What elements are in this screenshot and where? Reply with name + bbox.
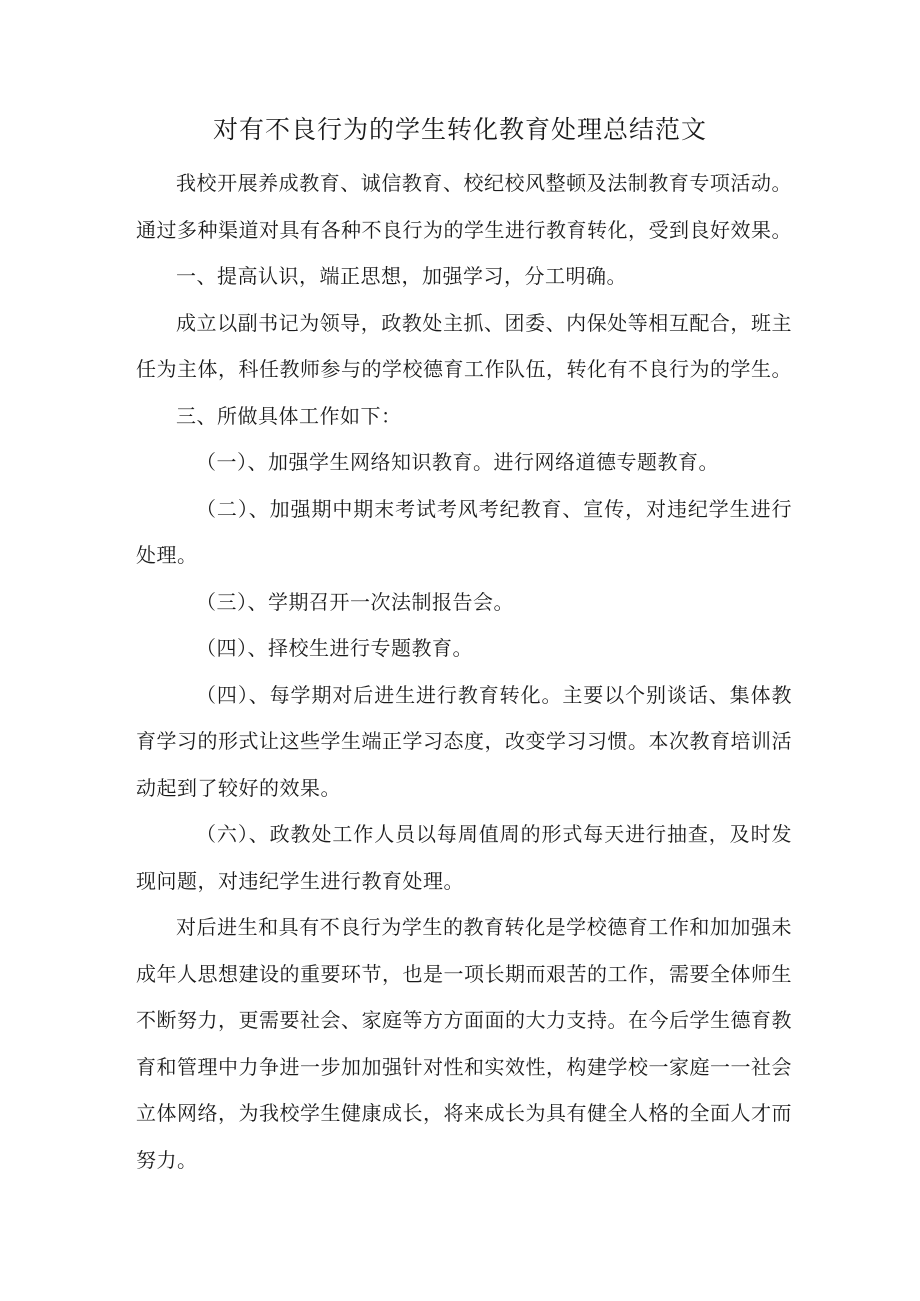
paragraph-organization: 成立以副书记为领导，政教处主抓、团委、内保处等相互配合，班主任为主体，科任教师参与的学校德育工作队伍，转化有不良行为的学生。 [136,310,792,381]
list-item-4b: （四）、每学期对后进生进行教育转化。主要以个别谈话、集体教育学习的形式让这些学生端正学习态度，改变学习习惯。本次教育培训活动起到了较好的效果。 [136,682,792,800]
document-body [136,160,792,1183]
list-item-1: （一）、加强学生网络知识教育。进行网络道德专题教育。 [196,450,719,474]
document-title: 对有不良行为的学生转化教育处理总结范文 [212,115,707,144]
list-item-2: （二）、加强期中期末考试考风考纪教育、宣传，对违纪学生进行处理。 [136,496,792,567]
section-heading-three: 三、所做具体工作如下： [176,403,402,428]
paragraph-intro: 我校开展养成教育、诚信教育、校纪校风整顿及法制教育专项活动。通过多种渠道对具有各种不良行为的学生进行教育转化，受到良好效果。 [136,171,792,242]
list-item-6: （六）、政教处工作人员以每周值周的形式每天进行抽查，及时发现问题，对违纪学生进行教育处理。 [136,822,792,893]
list-item-4a: （四）、择校生进行专题教育。 [196,636,473,660]
list-item-3: （三）、学期召开一次法制报告会。 [196,589,514,614]
paragraph-conclusion: 对后进生和具有不良行为学生的教育转化是学校德育工作和加加强未成年人思想建设的重要环节，也是一项长期而艰苦的工作，需要全体师生不断努力，更需要社会、家庭等方方面面的大力支持。在今后学生德育教育和管理中力争进一步加加强针对性和实效性，构建学校一家庭一一社会立体网络，为我校学生健康成长，将来成长为具有健全人格的全面人才而努力。 [136,915,792,1172]
section-heading-one: 一、提高认识，端正思想，加强学习，分工明确。 [176,264,627,288]
